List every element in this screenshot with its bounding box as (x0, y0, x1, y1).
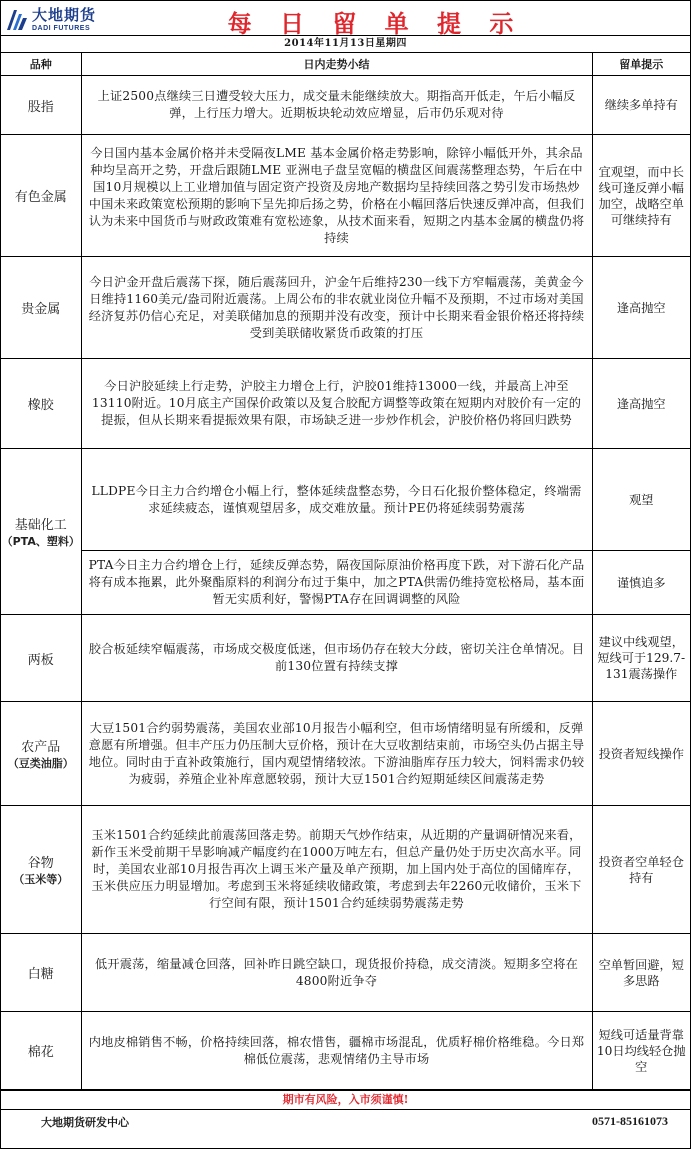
row-category-chem (1, 449, 81, 615)
row-summary: 今日国内基本金属价格并未受隔夜LME 基本金属价格走势影响，除锌小幅低开外，其余品种均呈高开之势，开盘后跟随LME 亚洲电子盘呈宽幅的横盘区间震荡整理态势，午后在中国10月规模以上工业增加值与固定资产投资及房地产数据均呈持续回落之势引发市场热炒中国未来政策宽松预期的影响下呈先抑后扬之势，价格在小幅回落后快速反弹冲高，但我们认为未来中国货币与财政政策难有宽松迹象，从技术面来看，短期之内基本金属的横盘仍将持续 (81, 135, 592, 257)
row-summary: 上证2500点继续三日遭受较大压力，成交量未能继续放大。期指高开低走，午后小幅反弹，上行压力增大。近期板块轮动效应增显，后市仍乐观对待 (81, 76, 592, 135)
row-category: 谷物 (27, 856, 54, 871)
logo-text-en: DADI FUTURES (32, 25, 91, 32)
row-advice: 建议中线观望，短线可于129.7-131震荡操作 (592, 615, 690, 702)
row-category: 农产品 (21, 740, 61, 755)
row-category-sub: （豆类油脂） (7, 757, 74, 770)
row-advice: 空单暂回避，短多思路 (592, 934, 690, 1012)
row-summary: 今日沪金开盘后震荡下探，随后震荡回升，沪金午后维持230一线下方窄幅震荡，美黄金今日维持1160美元/盎司附近震荡。上周公布的非农就业岗位升幅不及预期，不过市场对美国经济复苏仍信心充足，对美联储加息的预期并没有改变，预计中长期来看金银价格还将持续受到美联储收紧货币政策的打压 (81, 257, 592, 359)
row-advice: 投资者短线操作 (592, 702, 690, 806)
table-row (1, 257, 690, 359)
row-summary: LLDPE今日主力合约增仓小幅上行，整体延续盘整态势，今日石化报价整体稳定，终端需求延续疲态，谨慎观望居多，成交难放量。预计PE仍将延续弱势震荡 (81, 449, 592, 551)
row-category-sub: （玉米等） (13, 873, 69, 886)
risk-warning: 期市有风险，入市须谨慎! (1, 1090, 690, 1110)
col-header-category: 品种 (1, 53, 81, 76)
row-advice: 谨慎追多 (592, 551, 690, 615)
row-category: 两板 (1, 615, 81, 702)
company-name: 大地期货研发中心 (41, 1116, 129, 1129)
row-category: 基础化工 (14, 518, 67, 533)
row-summary: 今日沪胶延续上行走势，沪胶主力增仓上行，沪胶01维持13000一线，并最高上冲至13110附近。10月底主产国保价政策以及复合胶配方调整等政策在短期内对胶价有一定的提振，但从长期来看提振效果有限，市场缺乏进一步炒作机会，沪胶价格仍将回归跌势 (81, 359, 592, 449)
table-row (1, 615, 690, 702)
table-row (1, 934, 690, 1012)
row-summary: 玉米1501合约延续此前震荡回落走势。前期天气炒作结束，从近期的产量调研情况来看，新作玉米受前期干旱影响减产幅度约在1000万吨左右，但总产量仍处于历史次高水平。同时，美国农业部10月报告再次上调玉米产量及单产预期，加上国内处于高位的国储库存，玉米供应压力明显增加。考虑到玉米将延续收储政策，考虑到去年2260元收储价，玉米下行空间有限，预计1501合约延续弱势震荡走势 (81, 806, 592, 934)
row-category: 贵金属 (1, 257, 81, 359)
row-category: 有色金属 (1, 135, 81, 257)
row-advice: 继续多单持有 (592, 76, 690, 135)
row-advice: 逢高抛空 (592, 359, 690, 449)
page-title: 每 日 留 单 提 示 (227, 9, 524, 38)
row-category-sub: （PTA、塑料） (1, 535, 80, 548)
row-summary: 胶合板延续窄幅震荡，市场成交极度低迷，但市场仍存在较大分歧，密切关注仓单情况。目前130位置有持续支撑 (81, 615, 592, 702)
row-category: 白糖 (1, 934, 81, 1012)
table-row (1, 806, 690, 934)
row-category-grain (1, 806, 81, 934)
tips-table (1, 53, 690, 1090)
table-row (1, 551, 690, 615)
table-row (1, 449, 690, 551)
col-header-advice: 留单提示 (592, 53, 690, 76)
row-category: 橡胶 (1, 359, 81, 449)
row-advice: 逢高抛空 (592, 257, 690, 359)
logo-text-cn: 大地期货 (32, 6, 97, 24)
row-advice: 宜观望，而中长线可逢反弹小幅加空，战略空单可继续持有 (592, 135, 690, 257)
row-category-agri (1, 702, 81, 806)
row-summary: 低开震荡，缩量减仓回落，回补昨日跳空缺口，现货报价持稳，成交清淡。短期多空将在4800附近争夺 (81, 934, 592, 1012)
col-header-summary: 日内走势小结 (81, 53, 592, 76)
row-advice: 投资者空单轻仓持有 (592, 806, 690, 934)
row-summary: 内地皮棉销售不畅，价格持续回落，棉农惜售，疆棉市场混乱，优质籽棉价格维稳。今日郑棉低位震荡，悲观情绪仍主导市场 (81, 1012, 592, 1090)
row-advice: 短线可适量背靠10日均线轻仓抛空 (592, 1012, 690, 1090)
table-row (1, 1012, 690, 1090)
footer (1, 1110, 690, 1130)
header (1, 1, 690, 36)
row-summary: PTA今日主力合约增仓上行，延续反弹态势，隔夜国际原油价格再度下跌，对下游石化产品将有成本拖累，此外聚酯原料的利润分布过于集中，加之PTA供需仍维持宽松格局，基本面暂无实质利好，警惕PTA存在回调调整的风险 (81, 551, 592, 615)
contact-phone: 0571-85161073 (592, 1114, 668, 1128)
report-date: 2014年11月13日星期四 (1, 36, 690, 53)
row-category: 棉花 (1, 1012, 81, 1090)
table-row (1, 76, 690, 135)
table-header-row (1, 53, 690, 76)
row-category: 股指 (1, 76, 81, 135)
row-advice: 观望 (592, 449, 690, 551)
row-summary: 大豆1501合约弱势震荡，美国农业部10月报告小幅利空，但市场情绪明显有所缓和，反弹意愿有所增强。但丰产压力仍压制大豆价格，预计在大豆收割结束前，市场空头仍占据主导地位。同时由于直补政策施行，国内观望情绪较浓。下游油脂库存压力较大，饲料需求仍较为疲弱，养殖企业补库意愿较弱，预计大豆1501合约短期延续区间震荡走势 (81, 702, 592, 806)
table-row (1, 702, 690, 806)
table-row (1, 135, 690, 257)
table-row (1, 359, 690, 449)
